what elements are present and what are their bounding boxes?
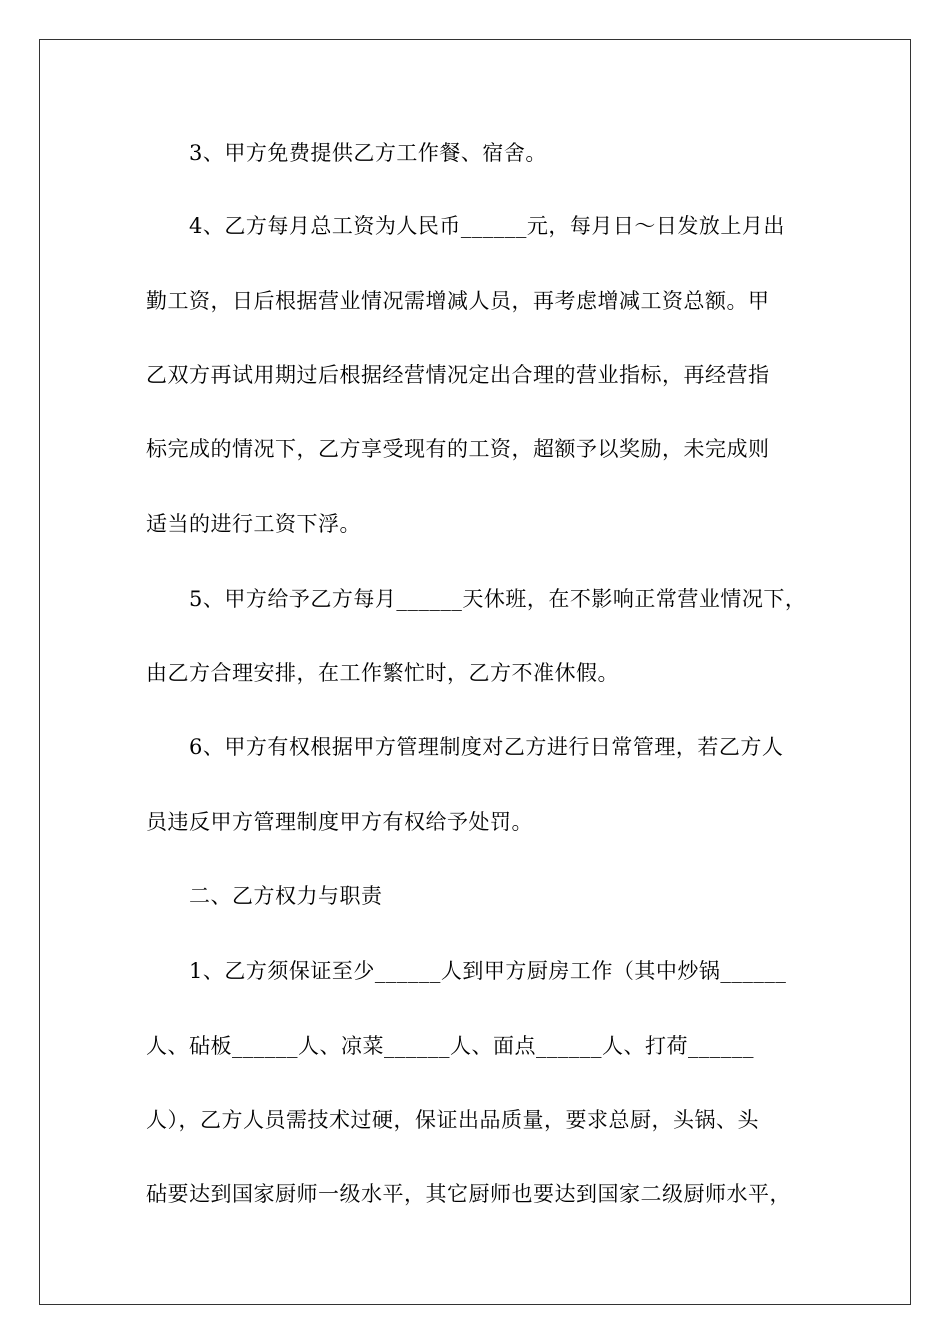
clause-5-line-2: 由乙方合理安排，在工作繁忙时，乙方不准休假。 [146,661,619,685]
clause-4-line-2: 勤工资，日后根据营业情况需增减人员，再考虑增减工资总额。甲 [146,289,770,313]
clause-6-line-1: 6、甲方有权根据甲方管理制度对乙方进行日常管理，若乙方人 [189,735,784,759]
clause-4-line-5: 适当的进行工资下浮。 [146,512,361,536]
clause-4-line-1: 4、乙方每月总工资为人民币______元，每月日～日发放上月出 [189,214,785,238]
section-2-clause-1-line-3: 人），乙方人员需技术过硬，保证出品质量，要求总厨，头锅、头 [146,1108,759,1132]
clause-3-line: 3、甲方免费提供乙方工作餐、宿舍。 [189,141,547,165]
clause-4-line-4: 标完成的情况下，乙方享受现有的工资，超额予以奖励，未完成则 [146,437,770,461]
clause-5-line-1: 5、甲方给予乙方每月______天休班，在不影响正常营业情况下， [189,587,807,611]
clause-4-line-3: 乙双方再试用期过后根据经营情况定出合理的营业指标，再经营指 [146,363,770,387]
section-2-clause-1-line-1: 1、乙方须保证至少______人到甲方厨房工作（其中炒锅______ [189,959,787,983]
section-2-heading: 二、乙方权力与职责 [189,884,383,908]
clause-6-line-2: 员违反甲方管理制度甲方有权给予处罚。 [146,810,533,834]
section-2-clause-1-line-2: 人、砧板______人、凉菜______人、面点______人、打荷______ [146,1034,754,1058]
section-2-clause-1-line-4: 砧要达到国家厨师一级水平，其它厨师也要达到国家二级厨师水平， [146,1182,791,1206]
